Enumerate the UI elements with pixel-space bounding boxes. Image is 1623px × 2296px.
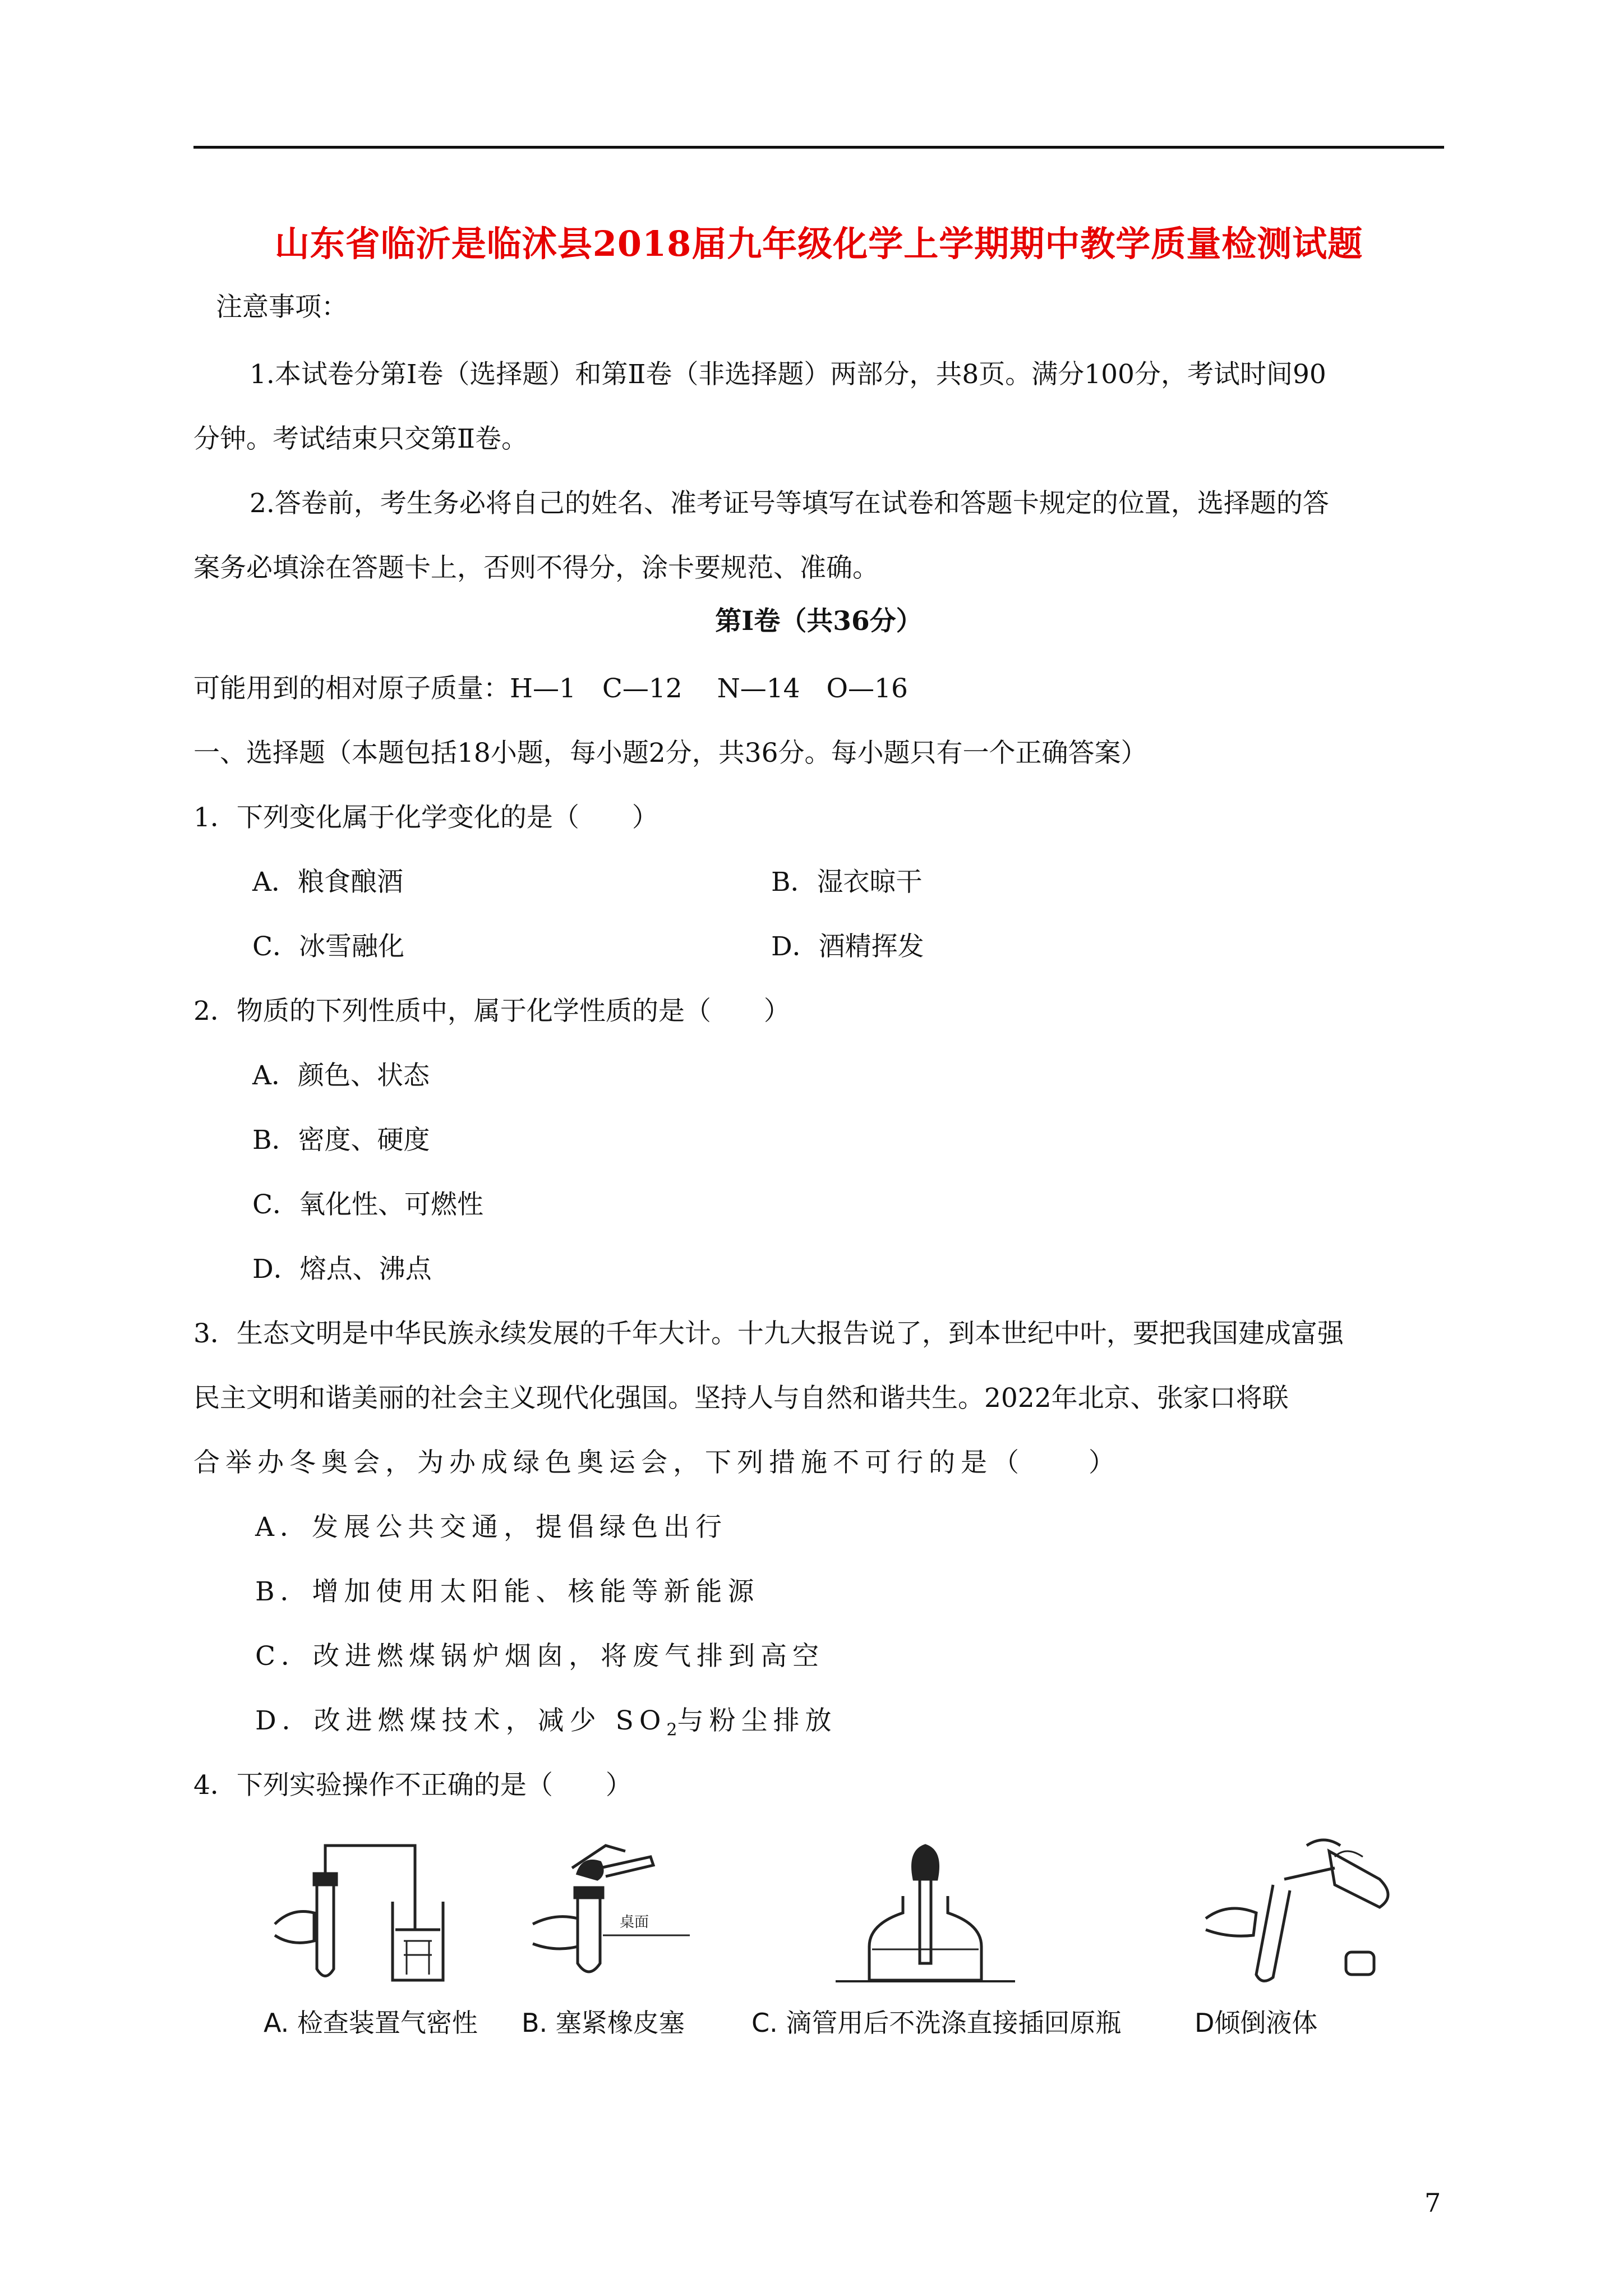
so2-subscript: 2 <box>666 1720 677 1740</box>
question-3-option-d-suffix: 与粉尘排放 <box>677 1705 837 1736</box>
question-4-figures <box>241 1834 1447 2047</box>
figure-b-caption: B. 塞紧橡皮塞 <box>522 2008 685 2038</box>
section-title: 第Ⅰ卷（共36分） <box>715 606 923 637</box>
figure-c-caption: C. 滴管用后不洗涤直接插回原瓶 <box>751 2008 1122 2038</box>
question-3-stem-line-1: 3．生态文明是中华民族永续发展的千年大计。十九大报告说了，到本世纪中叶，要把我国建成富强 <box>193 1318 1344 1349</box>
question-3-option-a: A．发展公共交通，提倡绿色出行 <box>255 1512 727 1543</box>
figure-a <box>264 1834 488 2047</box>
question-1-option-c: C．冰雪融化 <box>252 931 404 962</box>
question-3-stem-line-3: 合举办冬奥会，为办成绿色奥运会，下列措施不可行的是（ ） <box>193 1447 1121 1478</box>
question-3-option-b: B．增加使用太阳能、核能等新能源 <box>255 1576 760 1607</box>
figure-c <box>751 1834 1155 2047</box>
question-1-option-d: D．酒精挥发 <box>771 931 924 962</box>
question-4-stem: 4．下列实验操作不正确的是（ ） <box>193 1770 632 1801</box>
notice-item-1-line-1: 1.本试卷分第Ⅰ卷（选择题）和第Ⅱ卷（非选择题）两部分，共8页。满分100分，考试时间90 <box>250 359 1326 390</box>
notice-heading: 注意事项： <box>216 292 348 323</box>
question-3-stem-line-2: 民主文明和谐美丽的社会主义现代化强国。坚持人与自然和谐共生。2022年北京、张家口将联 <box>193 1383 1289 1414</box>
question-3-option-d-prefix: D．改进燃煤技术，减少 SO <box>255 1705 667 1736</box>
airtightness-apparatus-icon <box>264 1834 488 1991</box>
question-1-option-b: B．湿衣晾干 <box>771 867 923 898</box>
figure-b <box>522 1834 723 2047</box>
figure-d <box>1195 1834 1430 2047</box>
exam-title: 山东省临沂是临沭县2018届九年级化学上学期期中教学质量检测试题 <box>274 223 1363 264</box>
question-2-option-d: D．熔点、沸点 <box>252 1254 432 1285</box>
question-2-option-c: C．氧化性、可燃性 <box>252 1189 483 1220</box>
part-heading: 一、选择题（本题包括18小题，每小题2分，共36分。每小题只有一个正确答案） <box>193 738 1147 769</box>
notice-item-1-line-2: 分钟。考试结束只交第Ⅱ卷。 <box>193 424 528 454</box>
question-1-stem: 1．下列变化属于化学变化的是（ ） <box>193 802 658 833</box>
question-1-option-a: A．粮食酿酒 <box>252 867 403 898</box>
figure-a-caption: A. 检查装置气密性 <box>264 2008 478 2038</box>
question-2-option-a: A．颜色、状态 <box>252 1060 430 1091</box>
pouring-liquid-icon <box>1195 1834 1430 1991</box>
dropper-bottle-icon <box>751 1834 1155 1991</box>
question-3-option-d <box>255 1705 837 1740</box>
notice-item-2-line-1: 2.答卷前，考生务必将自己的姓名、准考证号等填写在试卷和答题卡规定的位置，选择题的答 <box>250 488 1329 519</box>
figure-b-label: 桌面 <box>620 1914 649 1931</box>
page-number: 7 <box>1424 2188 1441 2218</box>
question-2-stem: 2．物质的下列性质中，属于化学性质的是（ ） <box>193 996 790 1027</box>
rubber-stopper-icon <box>522 1834 723 1991</box>
header-rule <box>193 146 1444 149</box>
atomic-masses: 可能用到的相对原子质量：H—1 C—12 N—14 O—16 <box>193 673 908 704</box>
figure-d-caption: D倾倒液体 <box>1195 2008 1318 2038</box>
question-2-option-b: B．密度、硬度 <box>252 1125 430 1156</box>
notice-item-2-line-2: 案务必填涂在答题卡上，否则不得分，涂卡要规范、准确。 <box>193 553 879 583</box>
question-3-option-c: C．改进燃煤锅炉烟囱，将废气排到高空 <box>255 1641 824 1672</box>
